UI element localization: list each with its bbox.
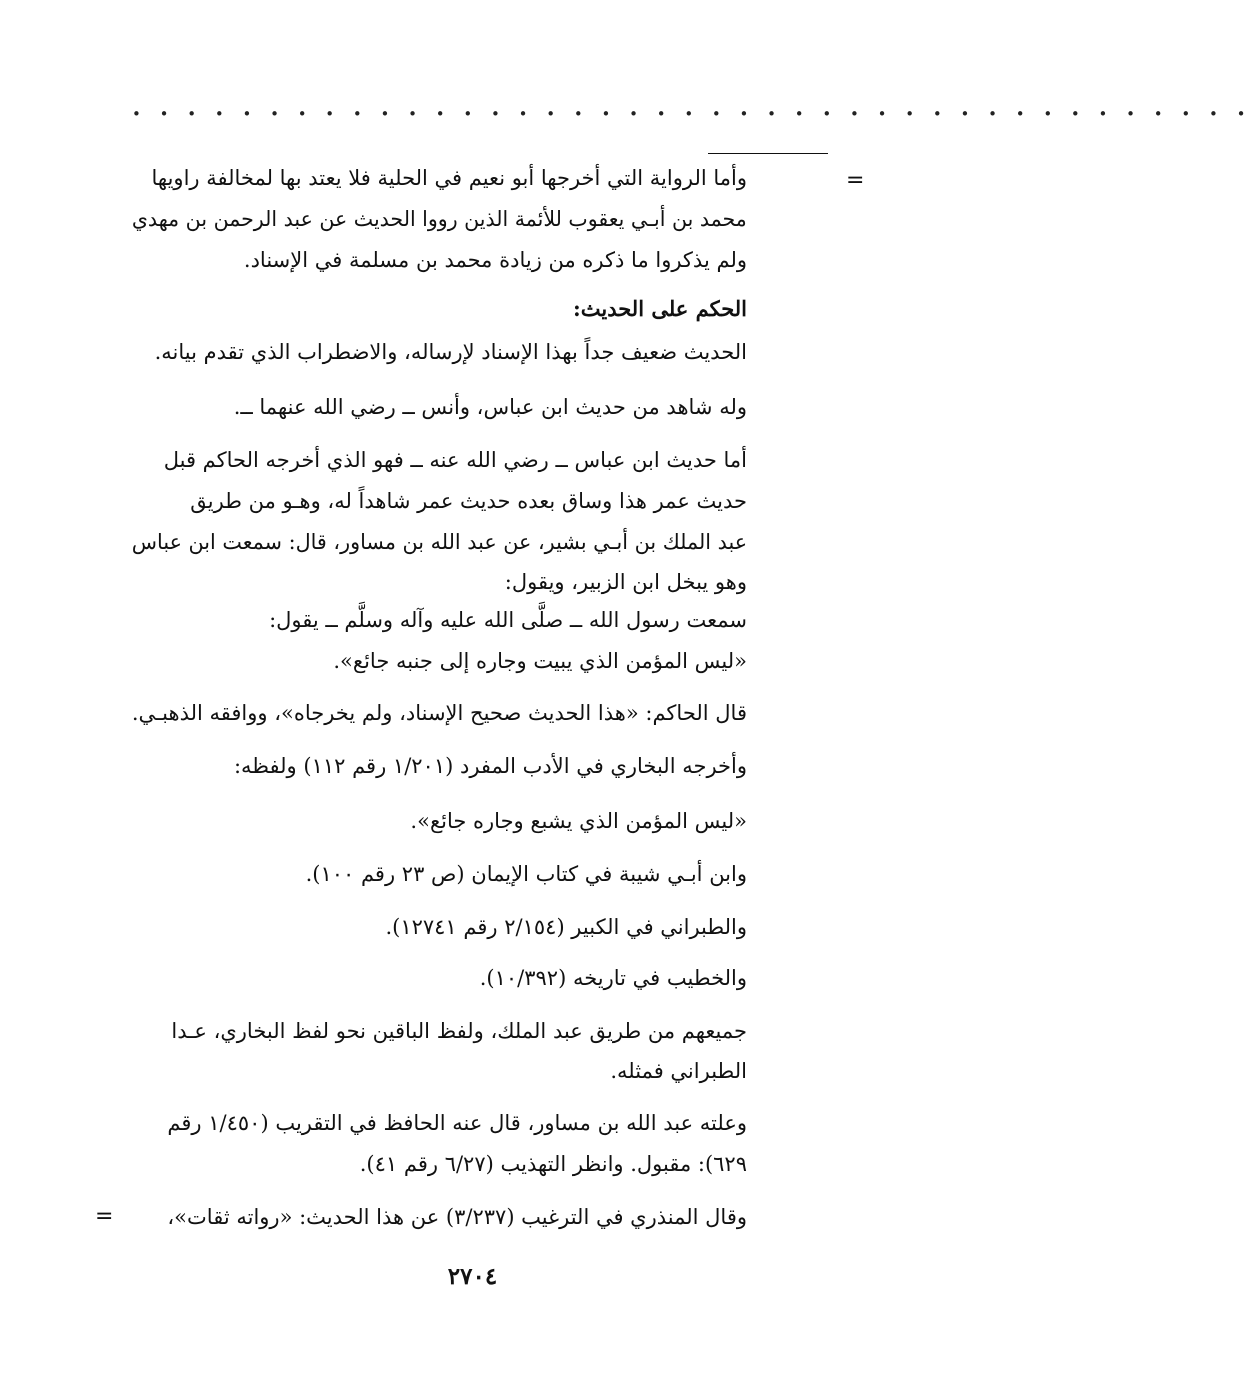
text-line: وعلته عبد الله بن مساور، قال عنه الحافظ في التقريب (١/٤٥٠ رقم [167,1111,747,1135]
text-line: سمعت رسول الله ــ صلَّى الله عليه وآله وسلَّم ــ يقول: [269,608,747,632]
text-line: الطبراني فمثله. [610,1059,747,1083]
text-line: ولم يذكروا ما ذكره من زيادة محمد بن مسلمة في الإسناد. [243,248,747,272]
text-line: وابن أبـي شيبة في كتاب الإيمان (ص ٢٣ رقم ١٠٠). [305,862,747,886]
text-line: وأخرجه البخاري في الأدب المفرد (١/٢٠١ رقم ١١٢) ولفظه: [233,754,747,778]
continuation-mark-top: = [846,168,865,193]
text-line: وأما الرواية التي أخرجها أبو نعيم في الحلية فلا يعتد بها لمخالفة راويها [151,166,747,190]
header-dotted-rule: • • • • • • • • • • • • • • • • • • • • • • • • • • • • • • • • • • • • • • • • • [132,105,1252,123]
text-line: ٦٢٩): مقبول. وانظر التهذيب (٦/٢٧ رقم ٤١). [359,1152,747,1176]
page-number: ٢٧٠٤ [447,1263,498,1290]
text-line: الحديث ضعيف جداً بهذا الإسناد لإرساله، والاضطراب الذي تقدم بيانه. [154,340,747,364]
text-line: وقال المنذري في الترغيب (٣/٢٣٧) عن هذا الحديث: «رواته ثقات»، [167,1205,747,1229]
text-line: عبد الملك بن أبـي بشير، عن عبد الله بن مساور، قال: سمعت ابن عباس [131,530,747,554]
footnote-separator-line [708,153,828,154]
section-heading: الحكم على الحديث: [573,296,747,321]
text-line: وله شاهد من حديث ابن عباس، وأنس ــ رضي الله عنهما ــ. [233,395,747,419]
text-line: محمد بن أبـي يعقوب للأئمة الذين رووا الحديث عن عبد الرحمن بن مهدي [132,207,747,231]
text-line: حديث عمر هذا وساق بعده حديث عمر شاهداً له، وهـو من طريق [190,489,747,513]
text-line: والخطيب في تاريخه (١٠/٣٩٢). [479,966,747,990]
text-line: أما حديث ابن عباس ــ رضي الله عنه ــ فهو الذي أخرجه الحاكم قبل [163,448,747,472]
text-line: والطبراني في الكبير (٢/١٥٤ رقم ١٢٧٤١). [385,915,747,939]
text-line: وهو يبخل ابن الزبير، ويقول: [504,570,747,594]
continuation-mark-bottom: = [95,1204,114,1229]
text-line: قال الحاكم: «هذا الحديث صحيح الإسناد، ولم يخرجاه»، ووافقه الذهبـي. [131,701,747,725]
quote-line: «ليس المؤمن الذي يبيت وجاره إلى جنبه جائع». [333,649,747,673]
quote-line: «ليس المؤمن الذي يشبع وجاره جائع». [410,809,747,833]
text-line: جميعهم من طريق عبد الملك، ولفظ الباقين نحو لفظ البخاري، عـدا [171,1019,747,1043]
